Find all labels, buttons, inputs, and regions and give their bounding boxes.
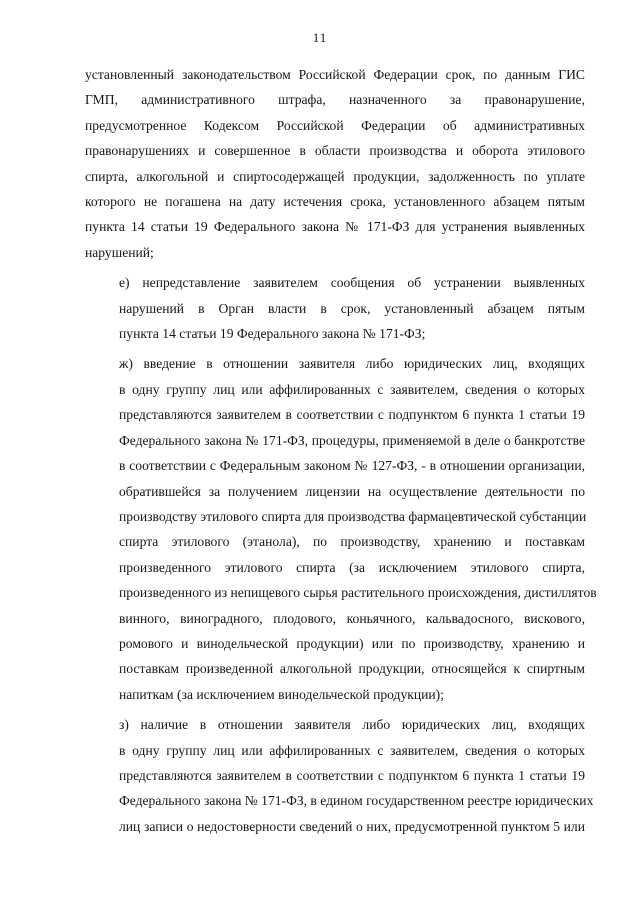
text-line: пункта 14 статьи 19 Федерального закона № 171-ФЗ; bbox=[119, 326, 426, 342]
text-line: з) наличие в отношении заявителя либо юридических лиц, входящих bbox=[119, 717, 585, 733]
text-line: в одну группу лиц или аффилированных с заявителем, сведения о которых bbox=[119, 742, 585, 758]
text-line: спирта, алкогольной и спиртосодержащей продукции, задолженность по уплате bbox=[85, 168, 585, 184]
text-line: нарушений; bbox=[85, 244, 154, 260]
text-line: предусмотренное Кодексом Российской Федерации об административных bbox=[85, 117, 585, 133]
text-line: обратившейся за получением лицензии на осуществление деятельности по bbox=[119, 483, 585, 499]
text-line: представляются заявителем в соответствии с подпунктом 6 пункта 1 статьи 19 bbox=[119, 407, 585, 423]
text-line: лиц записи о недостоверности сведений о них, предусмотренной пунктом 5 или bbox=[119, 818, 585, 834]
text-line: в одну группу лиц или аффилированных с заявителем, сведения о которых bbox=[119, 381, 585, 397]
page-number: 11 bbox=[312, 30, 328, 45]
text-line: ГМП, административного штрафа, назначенного за правонарушение, bbox=[85, 92, 585, 108]
text-line: винного, виноградного, плодового, коньячного, кальвадосного, вискового, bbox=[119, 610, 585, 626]
text-line: нарушений в Орган власти в срок, установленный абзацем пятым bbox=[119, 300, 585, 316]
text-line: е) непредставление заявителем сообщения об устранении выявленных bbox=[119, 275, 585, 291]
text-line: пункта 14 статьи 19 Федерального закона № 171-ФЗ для устранения выявленных bbox=[85, 219, 585, 235]
text-line: правонарушениях и совершенное в области производства и оборота этилового bbox=[85, 143, 585, 159]
text-line: произведенного этилового спирта (за исключением этилового спирта, bbox=[119, 559, 585, 575]
text-line: произведенного из непищевого сырья растительного происхождения, дистиллятов bbox=[119, 585, 597, 601]
text-line: ж) введение в отношении заявителя либо юридических лиц, входящих bbox=[119, 356, 585, 372]
text-line: производству этилового спирта для производства фармацевтической субстанции bbox=[119, 508, 587, 524]
text-line: спирта этилового (этанола), по производству, хранению и поставкам bbox=[119, 534, 585, 550]
document-body bbox=[85, 62, 597, 839]
text-line: в соответствии с Федеральным законом № 127-ФЗ, - в отношении организации, bbox=[119, 458, 585, 474]
text-line: установленный законодательством Российской Федерации срок, по данным ГИС bbox=[85, 67, 585, 82]
paragraph bbox=[85, 62, 585, 265]
paragraph bbox=[85, 351, 597, 707]
text-line: которого не погашена на дату истечения срока, установленного абзацем пятым bbox=[85, 194, 585, 210]
text-line: представляются заявителем в соответствии с подпунктом 6 пункта 1 статьи 19 bbox=[119, 767, 585, 783]
text-line: ромового и винодельческой продукции) или по производству, хранению и bbox=[119, 635, 585, 651]
text-line: Федерального закона № 171-ФЗ, в едином государственном реестре юридических bbox=[119, 793, 594, 809]
paragraph bbox=[85, 712, 594, 839]
text-line: напиткам (за исключением винодельческой продукции); bbox=[119, 686, 444, 702]
text-line: поставкам произведенной алкогольной продукции, относящейся к спиртным bbox=[119, 661, 585, 677]
paragraph bbox=[85, 270, 585, 346]
text-line: Федерального закона № 171-ФЗ, процедуры, применяемой в деле о банкротстве bbox=[119, 432, 585, 448]
